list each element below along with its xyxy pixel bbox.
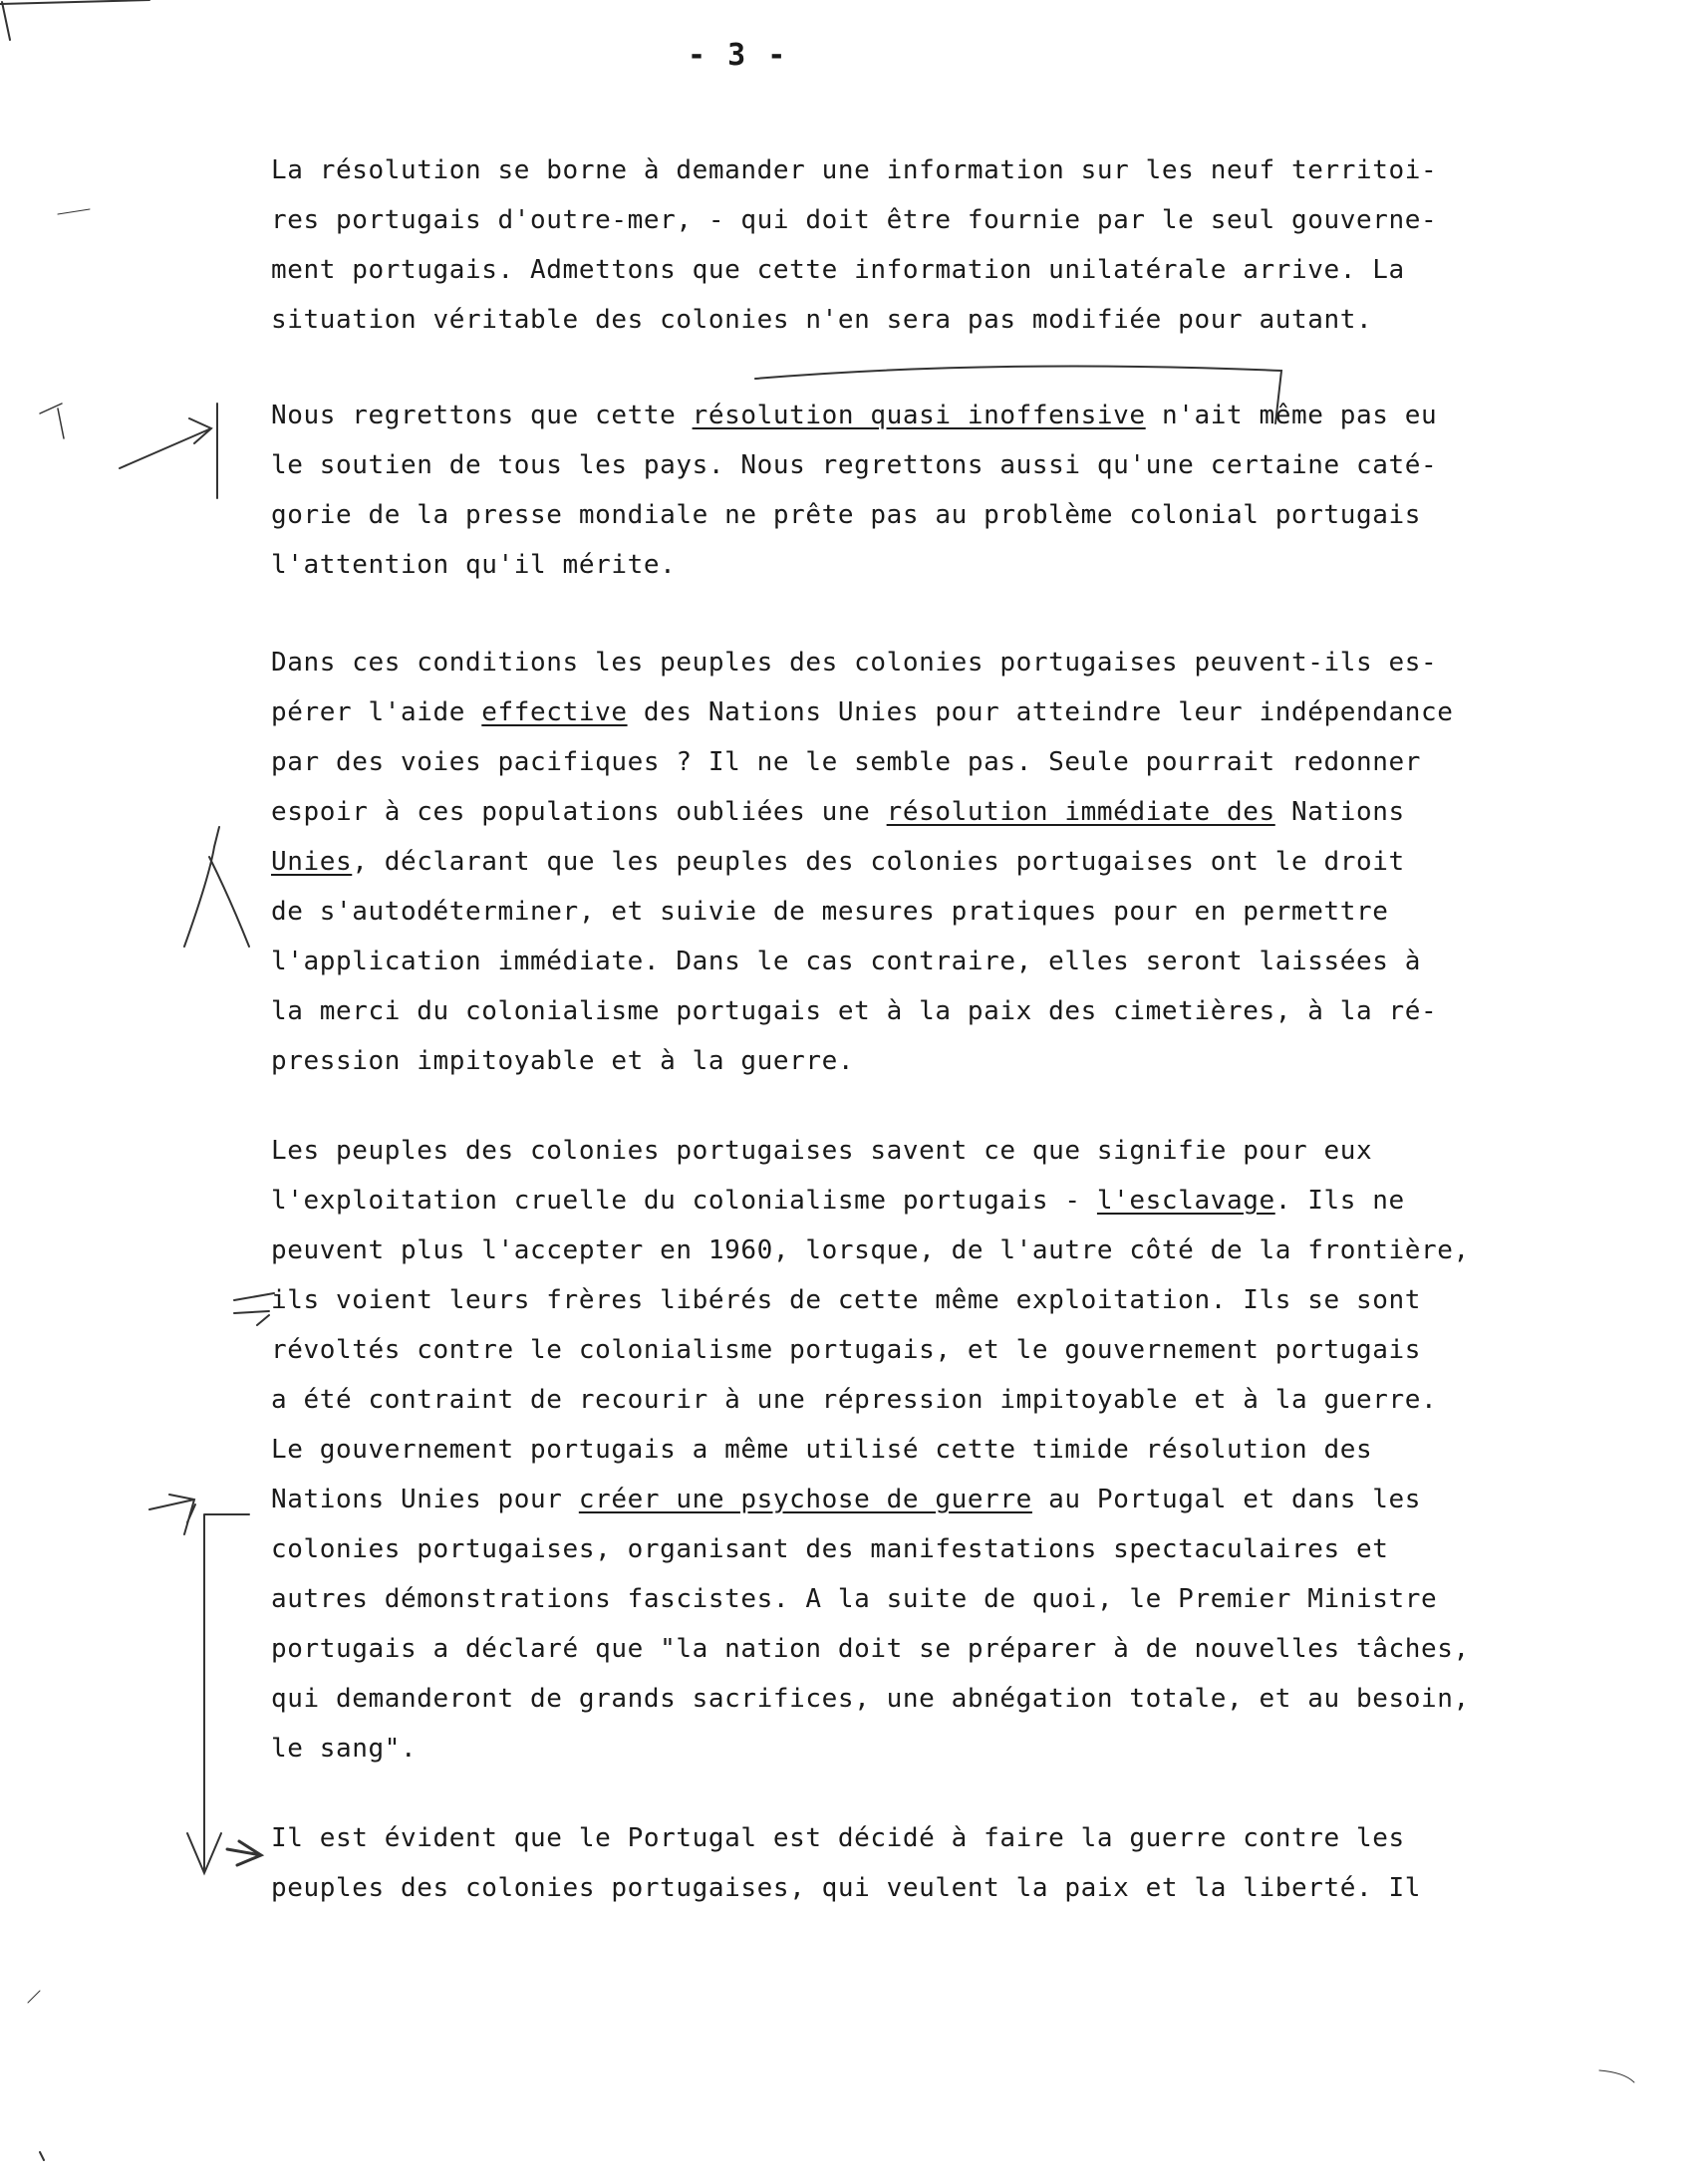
text-line: peuples des colonies portugaises, qui veulent la paix et la liberté. Il: [271, 1873, 1421, 1903]
text-line: ils voient leurs frères libérés de cette même exploitation. Ils se sont: [271, 1285, 1421, 1315]
text-line: gorie de la presse mondiale ne prête pas au problème colonial portugais: [271, 500, 1421, 530]
paragraph-3: [271, 638, 1646, 1086]
text-segment: Nations Unies pour: [271, 1485, 579, 1514]
arrow-mark-icon-paragraph-4: [234, 1293, 274, 1325]
text-line: pression impitoyable et à la guerre.: [271, 1046, 855, 1076]
text-line: le soutien de tous les pays. Nous regrettons aussi qu'une certaine caté-: [271, 450, 1438, 480]
text-line: par des voies pacifiques ? Il ne le semble pas. Seule pourrait redonner: [271, 747, 1421, 777]
text-line: peuvent plus l'accepter en 1960, lorsque, de l'autre côté de la frontière,: [271, 1235, 1470, 1265]
margin-scribble-2: [40, 404, 64, 438]
margin-scribble-4: [1599, 2070, 1634, 2082]
text-segment: n'ait même pas eu: [1145, 401, 1438, 430]
text-line: l'attention qu'il mérite.: [271, 550, 677, 580]
text-line: Il est évident que le Portugal est décidé à faire la guerre contre les: [271, 1823, 1405, 1853]
underlined-text: résolution immédiate des: [886, 797, 1275, 827]
margin-scribble-5: [40, 2152, 44, 2160]
text-line: [271, 787, 1646, 837]
text-line: [271, 687, 1646, 737]
text-line: le sang".: [271, 1734, 418, 1764]
text-segment: Nous regrettons que cette: [271, 401, 693, 430]
tick-mark-icon-paragraph-3: [184, 827, 249, 947]
text-line: l'application immédiate. Dans le cas contraire, elles seront laissées à: [271, 947, 1421, 976]
text-line: portugais a déclaré que "la nation doit se préparer à de nouvelles tâches,: [271, 1634, 1470, 1664]
paragraph-4: [271, 1126, 1646, 1774]
text-line: colonies portugaises, organisant des manifestations spectaculaires et: [271, 1534, 1389, 1564]
text-line: [271, 837, 1646, 887]
bracket-line-icon: [187, 1514, 249, 1873]
text-line: La résolution se borne à demander une information sur les neuf territoi-: [271, 155, 1438, 185]
text-line: ment portugais. Admettons que cette information unilatérale arrive. La: [271, 255, 1405, 285]
text-line: res portugais d'outre-mer, - qui doit être fournie par le seul gouverne-: [271, 205, 1438, 235]
text-line: a été contraint de recourir à une répression impitoyable et à la guerre.: [271, 1385, 1438, 1415]
text-line: qui demanderont de grands sacrifices, une abnégation totale, et au besoin,: [271, 1684, 1470, 1714]
text-line: de s'autodéterminer, et suivie de mesures pratiques pour en permettre: [271, 897, 1389, 927]
text-segment: pérer l'aide: [271, 697, 482, 727]
paragraph-1: [271, 145, 1646, 345]
margin-tick-top-left: [2, 2, 10, 40]
page-edge-mark: [0, 0, 149, 4]
text-line: Les peuples des colonies portugaises savent ce que signifie pour eux: [271, 1136, 1373, 1166]
text-line: [271, 391, 1646, 440]
text-segment: espoir à ces populations oubliées une: [271, 797, 887, 827]
text-line: [271, 1475, 1646, 1524]
underlined-text: l'esclavage: [1096, 1186, 1275, 1216]
text-segment: des Nations Unies pour atteindre leur indépendance: [627, 697, 1454, 727]
text-line: révoltés contre le colonialisme portugais, et le gouvernement portugais: [271, 1335, 1421, 1365]
text-segment: au Portugal et dans les: [1031, 1485, 1422, 1514]
arrow-icon-paragraph-5: [227, 1841, 261, 1865]
margin-scribble-3: [28, 1991, 40, 2003]
underlined-text: Unies: [271, 847, 353, 877]
text-line: situation véritable des colonies n'en sera pas modifiée pour autant.: [271, 305, 1373, 335]
underlined-text: résolution quasi inoffensive: [692, 401, 1146, 430]
page-number: - 3 -: [688, 38, 788, 73]
text-line: la merci du colonialisme portugais et à la paix des cimetières, à la ré-: [271, 996, 1438, 1026]
text-line: autres démonstrations fascistes. A la suite de quoi, le Premier Ministre: [271, 1584, 1438, 1614]
text-segment: Nations: [1274, 797, 1405, 827]
text-segment: , déclarant que les peuples des colonies portugaises ont le droit: [352, 847, 1405, 877]
text-line: [271, 1176, 1646, 1226]
underlined-text: effective: [481, 697, 628, 727]
text-segment: . Ils ne: [1274, 1186, 1405, 1216]
margin-scribble-1: [58, 209, 90, 214]
text-line: Le gouvernement portugais a même utilisé cette timide résolution des: [271, 1435, 1373, 1465]
text-line: Dans ces conditions les peuples des colonies portugaises peuvent-ils es-: [271, 648, 1438, 678]
arrow-icon-paragraph-4: [149, 1495, 195, 1534]
text-segment: l'exploitation cruelle du colonialisme portugais -: [271, 1186, 1097, 1216]
underlined-text: créer une psychose de guerre: [578, 1485, 1032, 1514]
arrow-icon-paragraph-2: [120, 418, 211, 468]
paragraph-2: [271, 391, 1646, 590]
paragraph-5: [271, 1813, 1646, 1913]
